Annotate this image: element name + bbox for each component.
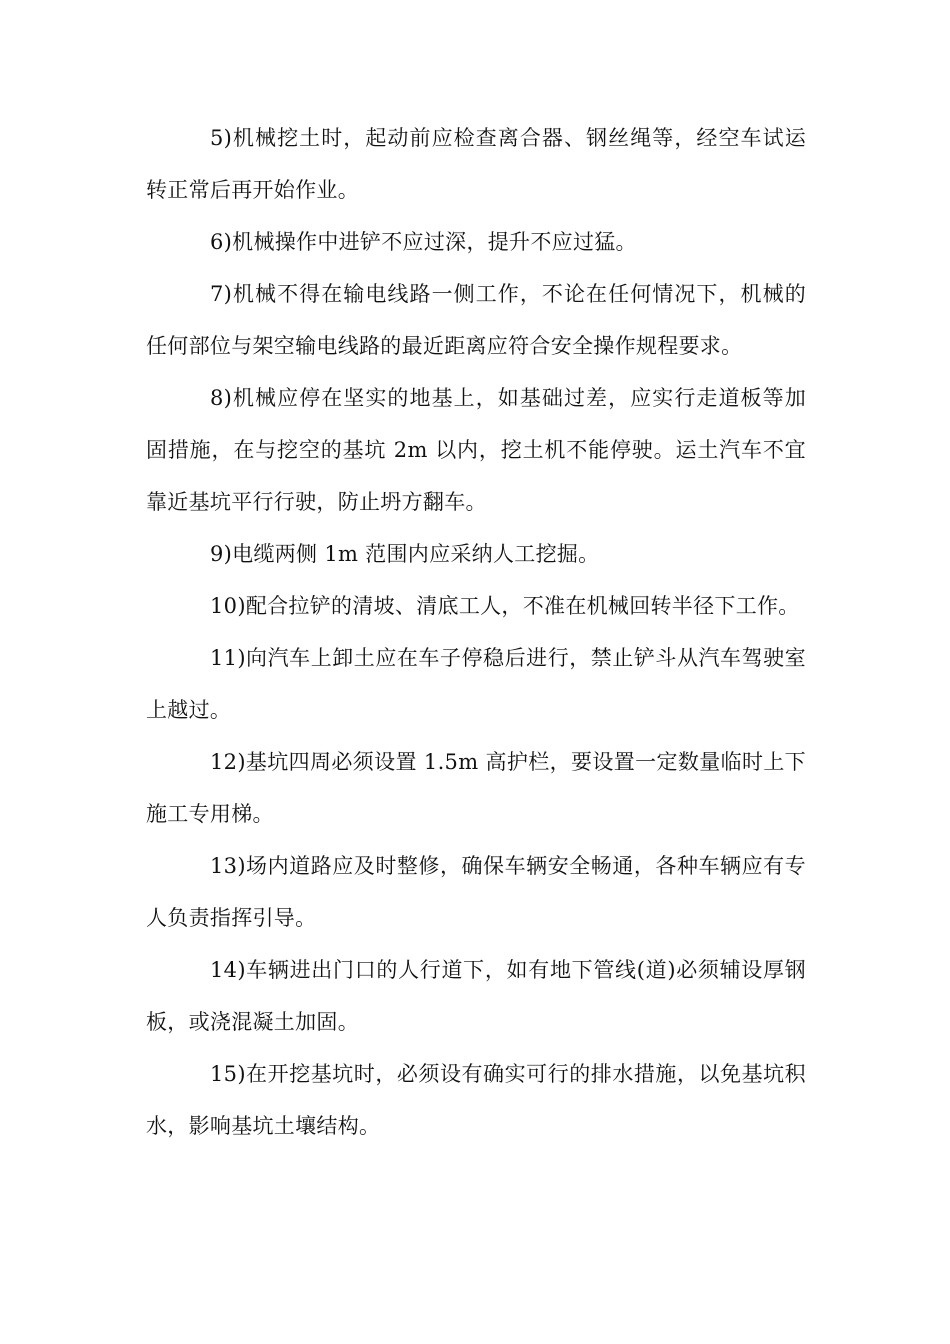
paragraph-item-8: 8)机械应停在坚实的地基上，如基础过差，应实行走道板等加固措施，在与挖空的基坑 2m 以内，挖土机不能停驶。运土汽车不宜靠近基坑平行行驶，防止坍方翻车。 [146,386,806,514]
paragraph-item-7: 7)机械不得在输电线路一侧工作，不论在任何情况下，机械的任何部位与架空输电线路的最近距离应符合安全操作规程要求。 [146,282,806,358]
paragraph-item-6: 6)机械操作中进铲不应过深，提升不应过猛。 [210,230,637,254]
paragraph-item-11: 11)向汽车上卸土应在车子停稳后进行，禁止铲斗从汽车驾驶室上越过。 [146,646,806,722]
paragraph-item-10: 10)配合拉铲的清坡、清底工人，不准在机械回转半径下工作。 [210,594,800,618]
document-body [146,112,806,1152]
paragraph-item-13: 13)场内道路应及时整修，确保车辆安全畅通，各种车辆应有专人负责指挥引导。 [146,854,806,930]
paragraph-item-9: 9)电缆两侧 1m 范围内应采纳人工挖掘。 [210,542,600,566]
paragraph-item-15: 15)在开挖基坑时，必须设有确实可行的排水措施，以免基坑积水，影响基坑土壤结构。 [146,1062,806,1138]
paragraph-item-5: 5)机械挖土时，起动前应检查离合器、钢丝绳等，经空车试运转正常后再开始作业。 [146,126,806,202]
paragraph-item-14: 14)车辆进出门口的人行道下，如有地下管线(道)必须辅设厚钢板，或浇混凝土加固。 [146,958,806,1034]
paragraph-item-12: 12)基坑四周必须设置 1.5m 高护栏，要设置一定数量临时上下施工专用梯。 [146,750,806,826]
